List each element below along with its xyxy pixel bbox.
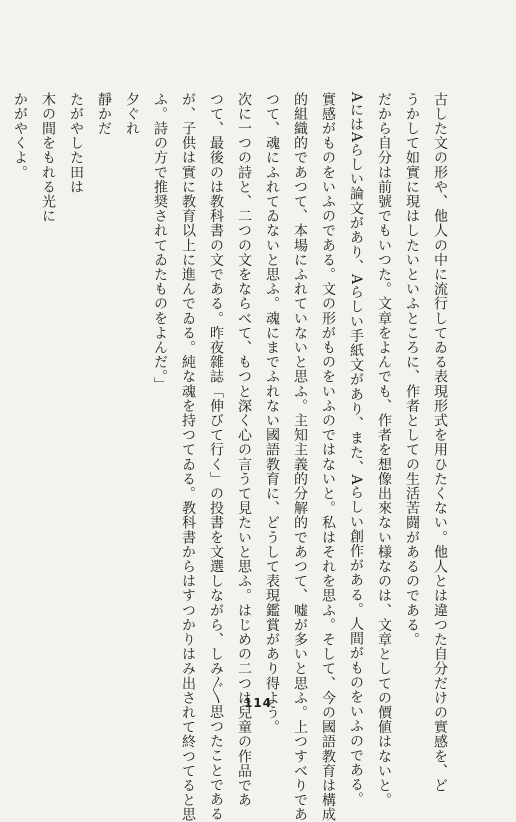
text-line: うかして如實に現はしたいといふところに、作者としての生活苦闘があるのである。: [404, 92, 420, 647]
text-line: つて、最後のは教科書の文である。昨夜雜誌「伸びて行く」の投書を文選しながら、しみ〴〵思つたことである: [208, 92, 224, 822]
text-line: 的組織的であつて、本場にふれていないと思ふ。主知主義的分解的であつて、嘘が多いと思ふ。上つすべりであ: [292, 92, 308, 822]
text-line: 次に一つの詩と、二つの文をならべて、もつと深く心の言うて見たいと思ふ。はじめの二つは兒童の作品であ: [236, 92, 252, 808]
text-line: だから自分は前號でもいつた。文章をよんでも、作者を想像出來ない様なのは、文章としての價値はないと。: [376, 92, 392, 808]
poem-line: かがやくよ。: [12, 92, 28, 180]
page-number: 114: [243, 696, 273, 710]
text-line: つて、魂にふれてゐないと思ふ。魂にまでふれない國語教育に、どうして表現鑑賞があり得よう。: [264, 92, 280, 735]
text-line: 古した文の形や、他人の中に流行してゐる表現形式を用ひたくない。他人とは違つた自分だけの實感を、ど: [432, 92, 448, 793]
poem-line: [0, 92, 6, 682]
poem-line: たがやした田は: [68, 92, 84, 195]
text-line: 實感がものをいふのである。文の形がものをいふのではないと。私はそれを思ふ。そして、今の國語教育は構成: [320, 92, 336, 822]
poem-line: 靜かだ: [96, 92, 112, 136]
poem-line: 木の間をもれる光に: [40, 92, 56, 224]
poem-line: 夕ぐれ: [124, 92, 140, 136]
text-line: AにはAらしい論文があり、Aらしい手紙文があり、また、Aらしい創作がある。人間がものをいふのである。: [348, 92, 364, 807]
text-line: ふ。詩の方で推奨されてゐたものをよんだ。」: [152, 92, 168, 392]
text-line: が、子供は實に教育以上に進んでゐる。純な魂を持つてゐる。教科書からはすつかりはみ出されて終つてると思: [180, 92, 196, 822]
